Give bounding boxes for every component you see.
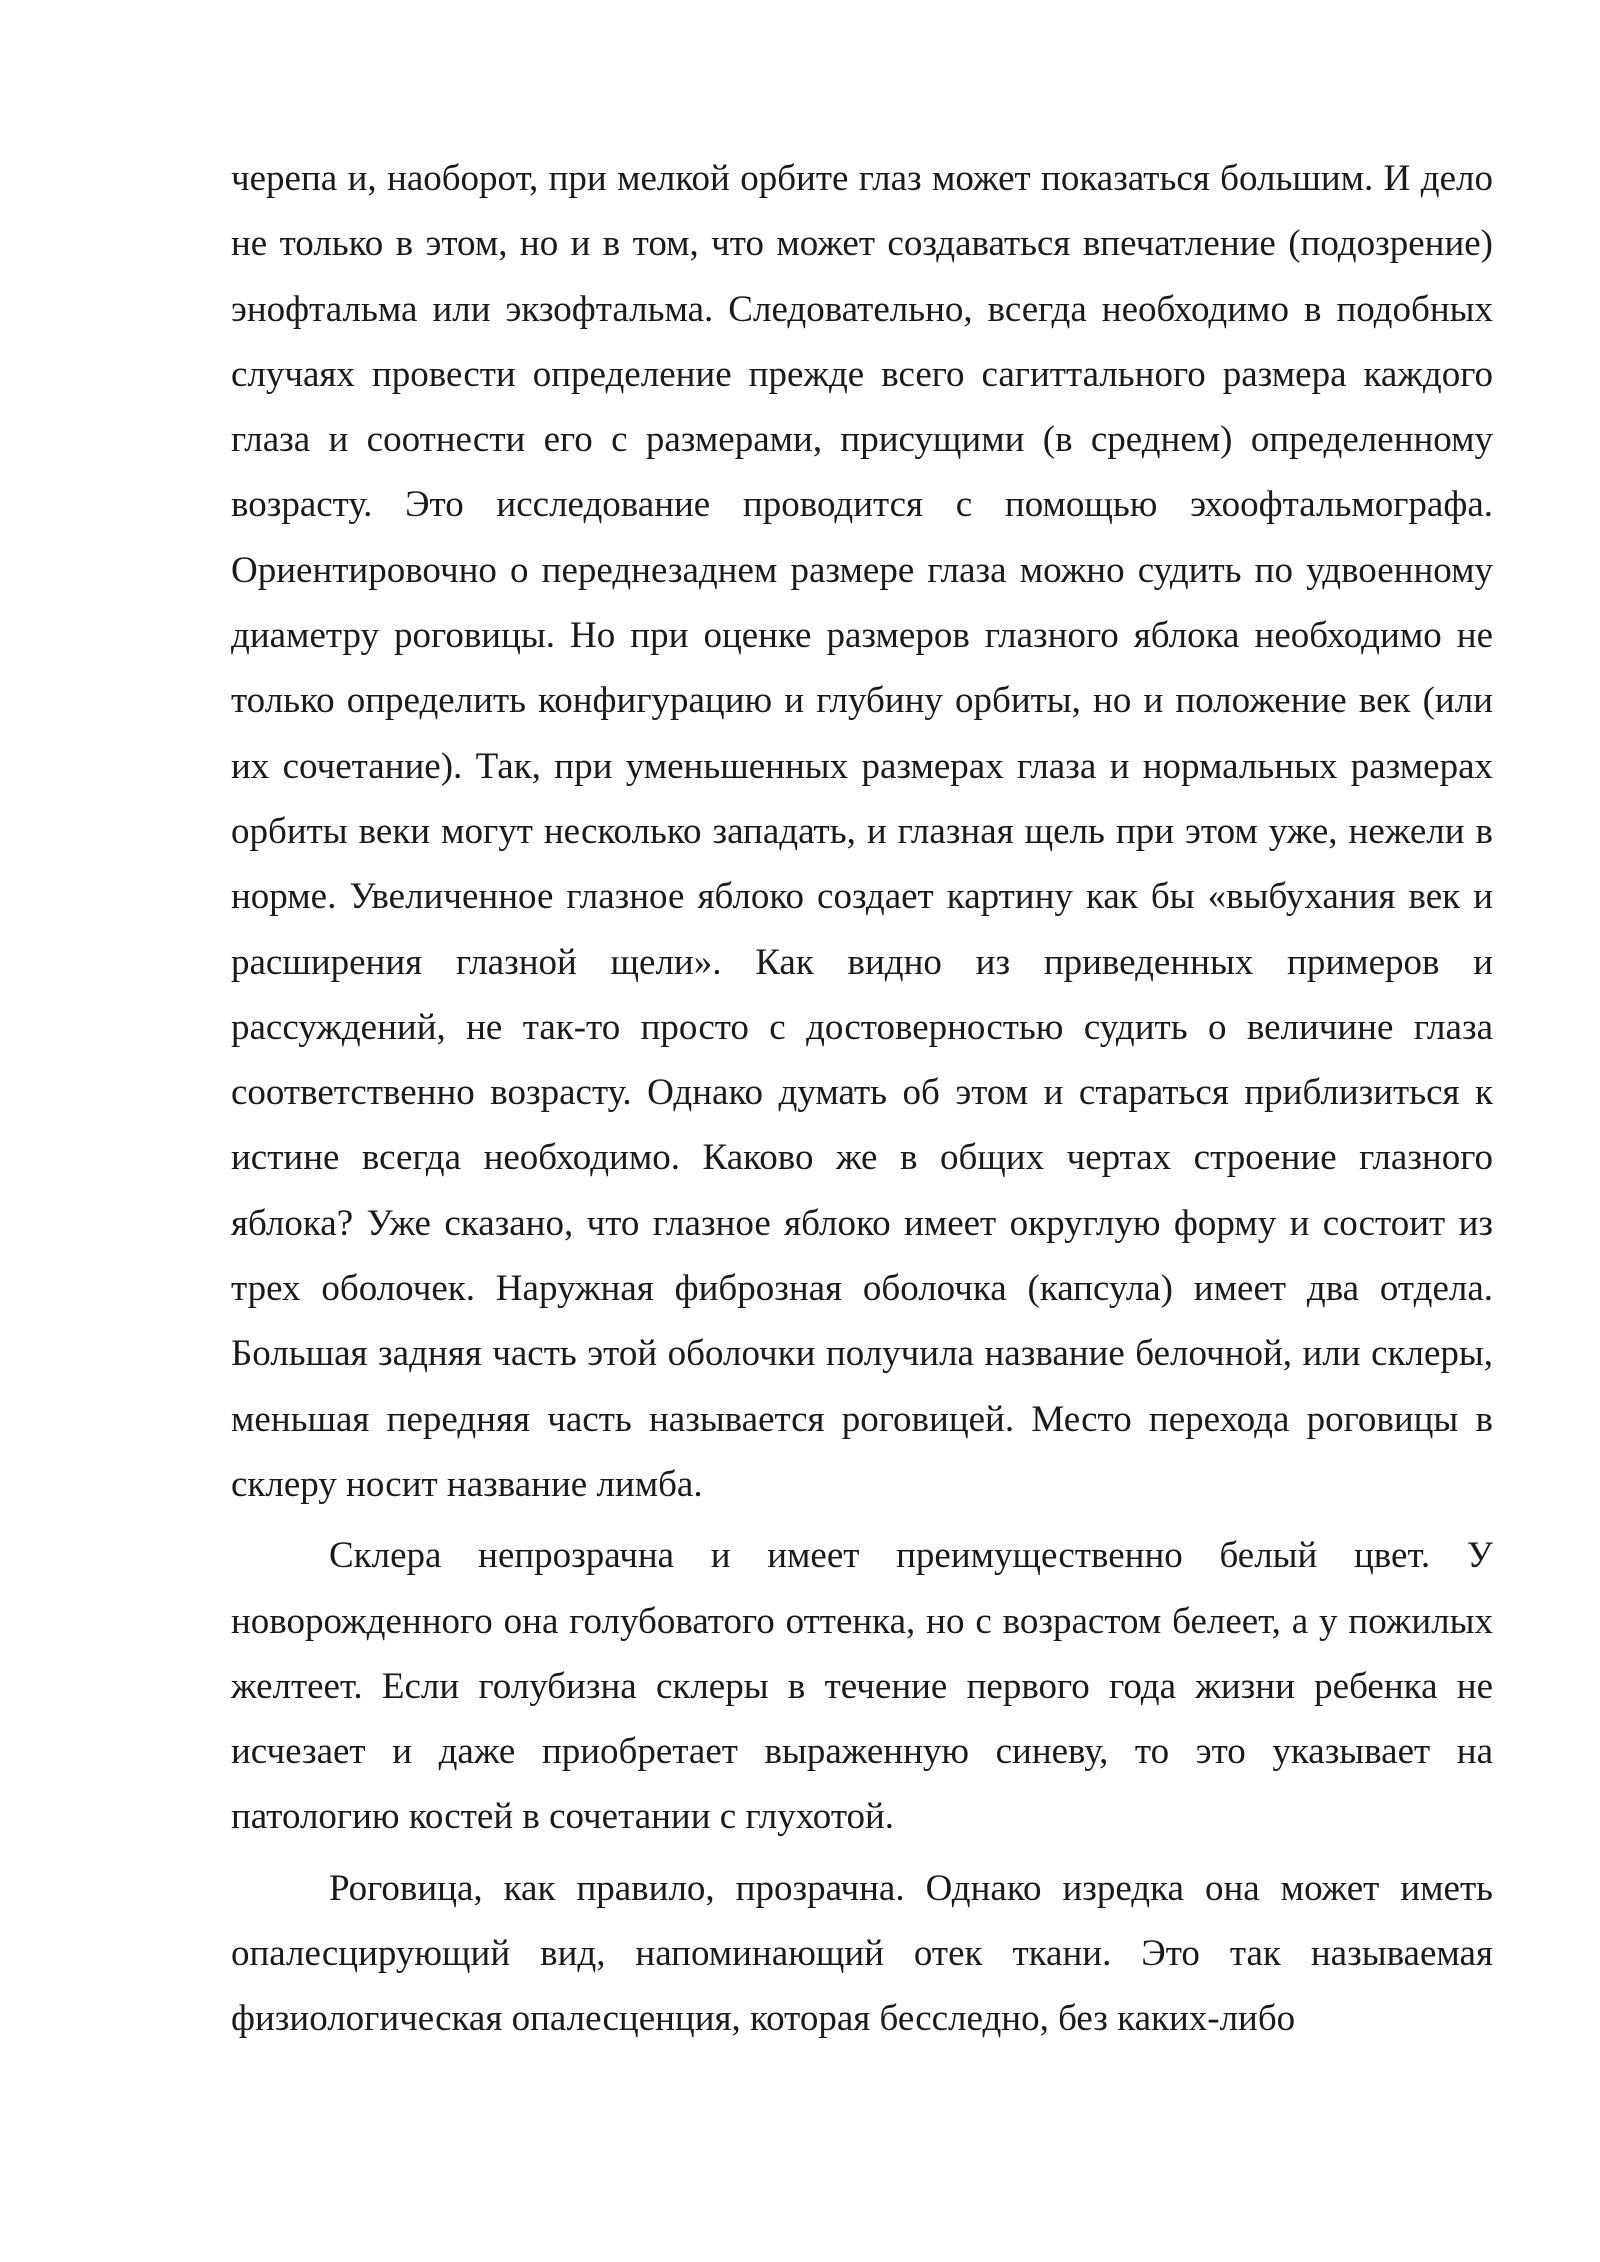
paragraph-continuation: черепа и, наоборот, при мелкой орбите глаз может показаться большим. И дело не только в этом, но и в том, что может создаваться впечатление (подозрение) энофтальма или экзофтальма. Следовательно, всегда необходимо в подобных случаях провести определение прежде всего сагиттального размера каждого глаза и соотнести его с размерами, присущими (в среднем) определенному возрасту. Это исследование проводится с помощью эхоофтальмографа. Ориентировочно о переднезаднем размере глаза можно судить по удвоенному диаметру роговицы. Но при оценке размеров глазного яблока необходимо не только определить конфигурацию и глубину орбиты, но и положение век (или их сочетание). Так, при уменьшенных размерах глаза и нормальных размерах орбиты веки могут несколько западать, и глазная щель при этом уже, нежели в норме. Увеличенное глазное яблоко создает картину как бы «выбухания век и расширения глазной щели». Как видно из приведенных примеров и рассуждений, не так-то просто с достоверностью судить о величине глаза соответственно возрасту. Однако думать об этом и стараться приблизиться к истине всегда необходимо. Каково же в общих чертах строение глазного яблока? Уже сказано, что глазное яблоко имеет округлую форму и состоит из трех оболочек. Наружная фиброзная оболочка (капсула) имеет два отдела. Большая задняя часть этой оболочки получила название белочной, или склеры, меньшая передняя часть называется роговицей. Место перехода роговицы в склеру носит название лимба. bbox=[231, 158, 1493, 1505]
body-text bbox=[231, 146, 1493, 2052]
paragraph-sclera: Склера непрозрачна и имеет преимущественно белый цвет. У новорожденного она голубоватого оттенка, но с возрастом белеет, а у пожилых желтеет. Если голубизна склеры в течение первого года жизни ребенка не исчезает и даже приобретает выраженную синеву, то это указывает на патологию костей в сочетании с глухотой. bbox=[231, 1535, 1493, 1838]
paragraph-cornea: Роговица, как правило, прозрачна. Однако изредка она может иметь опалесцирующий вид, напоминающий отек ткани. Это так называемая физиологическая опалесценция, которая бесследно, без каких-либо bbox=[231, 1867, 1493, 2040]
